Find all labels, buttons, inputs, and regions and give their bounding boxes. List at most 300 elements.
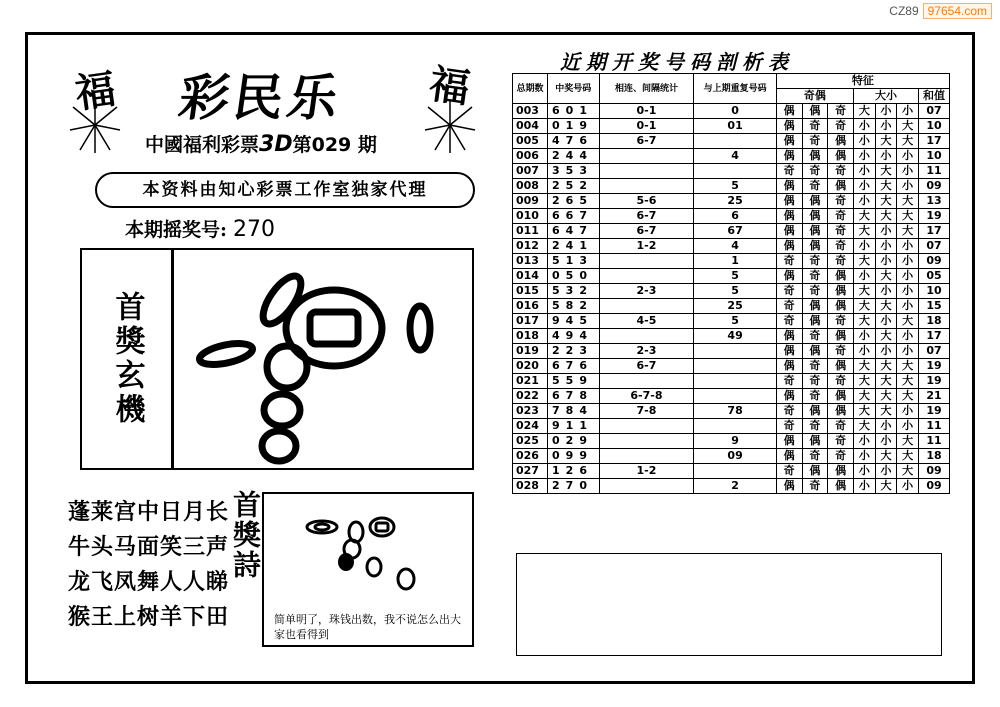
cell-odd-even: 奇 bbox=[776, 284, 802, 299]
cell-big-small: 小 bbox=[897, 284, 919, 299]
cell-big-small: 小 bbox=[854, 134, 876, 149]
cell-odd-even: 奇 bbox=[776, 464, 802, 479]
cell-sum: 07 bbox=[918, 239, 949, 254]
table-row bbox=[513, 149, 950, 164]
cell-big-small: 小 bbox=[875, 239, 897, 254]
cell-adjacent: 0-1 bbox=[599, 104, 694, 119]
cell-big-small: 小 bbox=[875, 284, 897, 299]
cell-repeat: 78 bbox=[694, 404, 776, 419]
table-row bbox=[513, 254, 950, 269]
cell-adjacent: 6-7-8 bbox=[599, 389, 694, 404]
cell-issue: 004 bbox=[513, 119, 548, 134]
cell-odd-even: 偶 bbox=[776, 209, 802, 224]
cell-adjacent: 2-3 bbox=[599, 284, 694, 299]
cell-big-small: 小 bbox=[875, 464, 897, 479]
cell-big-small: 小 bbox=[854, 119, 876, 134]
header-sum: 和值 bbox=[918, 89, 949, 104]
cell-issue: 019 bbox=[513, 344, 548, 359]
cell-sum: 07 bbox=[918, 104, 949, 119]
table-title: 近期开奖号码剖析表 bbox=[560, 50, 794, 74]
table-row bbox=[513, 374, 950, 389]
cell-big-small: 大 bbox=[897, 134, 919, 149]
cell-number: 476 bbox=[548, 134, 600, 149]
hint-bead-5 bbox=[367, 558, 381, 576]
cell-big-small: 小 bbox=[897, 254, 919, 269]
cell-odd-even: 奇 bbox=[776, 299, 802, 314]
cell-big-small: 小 bbox=[875, 119, 897, 134]
table-row bbox=[513, 164, 950, 179]
cell-repeat bbox=[694, 389, 776, 404]
cell-odd-even: 偶 bbox=[776, 194, 802, 209]
cell-adjacent bbox=[599, 269, 694, 284]
analysis-table bbox=[512, 73, 950, 494]
cell-big-small: 小 bbox=[897, 299, 919, 314]
cell-odd-even: 偶 bbox=[776, 389, 802, 404]
hint-text: 简单明了，珠钱出数，我不说怎么出大家也看得到 bbox=[274, 613, 461, 641]
cell-number: 241 bbox=[548, 239, 600, 254]
cell-repeat: 25 bbox=[694, 194, 776, 209]
cell-adjacent: 2-3 bbox=[599, 344, 694, 359]
cell-odd-even: 偶 bbox=[802, 194, 828, 209]
cell-odd-even: 奇 bbox=[828, 434, 854, 449]
cell-sum: 11 bbox=[918, 434, 949, 449]
cell-issue: 027 bbox=[513, 464, 548, 479]
table-row bbox=[513, 314, 950, 329]
hint-coin-left-inner bbox=[315, 524, 329, 530]
cell-sum: 15 bbox=[918, 299, 949, 314]
cell-number: 559 bbox=[548, 374, 600, 389]
cell-number: 601 bbox=[548, 104, 600, 119]
cell-odd-even: 偶 bbox=[828, 359, 854, 374]
puzzle-drawing bbox=[174, 250, 472, 468]
hint-drawing bbox=[264, 494, 472, 614]
cell-sum: 13 bbox=[918, 194, 949, 209]
cell-odd-even: 奇 bbox=[828, 254, 854, 269]
header-big-small: 大小 bbox=[854, 89, 919, 104]
cell-big-small: 小 bbox=[875, 419, 897, 434]
header-features: 特征 bbox=[776, 74, 949, 89]
cell-adjacent: 6-7 bbox=[599, 209, 694, 224]
table-row bbox=[513, 464, 950, 479]
cell-big-small: 小 bbox=[897, 419, 919, 434]
cell-big-small: 大 bbox=[875, 479, 897, 494]
cell-issue: 017 bbox=[513, 314, 548, 329]
fu-char-right: 福 bbox=[426, 60, 473, 113]
cell-big-small: 大 bbox=[875, 374, 897, 389]
table-row bbox=[513, 419, 950, 434]
cell-odd-even: 奇 bbox=[776, 254, 802, 269]
cell-odd-even: 偶 bbox=[802, 404, 828, 419]
cell-odd-even: 奇 bbox=[828, 314, 854, 329]
fu-char-left: 福 bbox=[72, 65, 119, 118]
cell-big-small: 大 bbox=[875, 134, 897, 149]
puzzle-bead-right bbox=[410, 306, 430, 350]
poem-line: 蓬莱宫中日月长 bbox=[68, 500, 230, 525]
cell-odd-even: 奇 bbox=[802, 374, 828, 389]
puzzle-title-cell bbox=[82, 250, 174, 468]
cell-odd-even: 偶 bbox=[828, 299, 854, 314]
cell-sum: 18 bbox=[918, 449, 949, 464]
cell-sum: 17 bbox=[918, 224, 949, 239]
cell-big-small: 小 bbox=[875, 104, 897, 119]
cell-number: 270 bbox=[548, 479, 600, 494]
puzzle-bead-left bbox=[198, 340, 255, 369]
cell-big-small: 小 bbox=[897, 479, 919, 494]
table-row bbox=[513, 479, 950, 494]
cell-repeat: 09 bbox=[694, 449, 776, 464]
cell-issue: 009 bbox=[513, 194, 548, 209]
table-row bbox=[513, 104, 950, 119]
cell-adjacent: 6-7 bbox=[599, 359, 694, 374]
cell-sum: 10 bbox=[918, 284, 949, 299]
cell-big-small: 大 bbox=[897, 359, 919, 374]
cell-big-small: 大 bbox=[854, 359, 876, 374]
cell-big-small: 大 bbox=[875, 299, 897, 314]
puzzle-bead-low1 bbox=[264, 394, 300, 426]
cell-odd-even: 奇 bbox=[828, 419, 854, 434]
cell-number: 353 bbox=[548, 164, 600, 179]
cell-number: 126 bbox=[548, 464, 600, 479]
cell-odd-even: 偶 bbox=[802, 464, 828, 479]
cell-repeat: 2 bbox=[694, 479, 776, 494]
cell-sum: 09 bbox=[918, 464, 949, 479]
cell-big-small: 小 bbox=[875, 224, 897, 239]
cell-big-small: 大 bbox=[854, 284, 876, 299]
cell-odd-even: 偶 bbox=[828, 269, 854, 284]
cell-adjacent: 6-7 bbox=[599, 134, 694, 149]
cell-big-small: 小 bbox=[897, 149, 919, 164]
cell-odd-even: 奇 bbox=[828, 374, 854, 389]
cell-odd-even: 奇 bbox=[802, 419, 828, 434]
cell-big-small: 小 bbox=[854, 194, 876, 209]
cell-big-small: 大 bbox=[875, 269, 897, 284]
cell-odd-even: 偶 bbox=[802, 239, 828, 254]
cell-odd-even: 偶 bbox=[828, 134, 854, 149]
cell-odd-even: 奇 bbox=[802, 254, 828, 269]
cell-adjacent bbox=[599, 479, 694, 494]
cell-adjacent bbox=[599, 149, 694, 164]
table-row bbox=[513, 224, 950, 239]
cell-big-small: 小 bbox=[854, 164, 876, 179]
cell-issue: 014 bbox=[513, 269, 548, 284]
hint-coin-right-hole bbox=[376, 523, 388, 531]
cell-issue: 018 bbox=[513, 329, 548, 344]
cell-repeat: 0 bbox=[694, 104, 776, 119]
cell-number: 494 bbox=[548, 329, 600, 344]
cell-odd-even: 偶 bbox=[828, 329, 854, 344]
cell-odd-even: 偶 bbox=[828, 149, 854, 164]
cell-repeat: 5 bbox=[694, 179, 776, 194]
cell-issue: 022 bbox=[513, 389, 548, 404]
cell-big-small: 大 bbox=[897, 449, 919, 464]
cell-repeat bbox=[694, 134, 776, 149]
hint-box bbox=[262, 492, 474, 647]
cell-adjacent bbox=[599, 254, 694, 269]
table-row bbox=[513, 299, 950, 314]
cell-repeat: 6 bbox=[694, 209, 776, 224]
cell-issue: 008 bbox=[513, 179, 548, 194]
cell-odd-even: 偶 bbox=[776, 434, 802, 449]
cell-big-small: 大 bbox=[897, 374, 919, 389]
cell-sum: 11 bbox=[918, 419, 949, 434]
cell-sum: 19 bbox=[918, 404, 949, 419]
cell-big-small: 大 bbox=[854, 254, 876, 269]
agent-banner: 本资料由知心彩票工作室独家代理 bbox=[95, 172, 475, 208]
table-row bbox=[513, 359, 950, 374]
cell-odd-even: 奇 bbox=[828, 224, 854, 239]
cell-big-small: 小 bbox=[854, 329, 876, 344]
cell-big-small: 大 bbox=[897, 314, 919, 329]
cell-adjacent: 1-2 bbox=[599, 239, 694, 254]
cell-repeat: 9 bbox=[694, 434, 776, 449]
cell-adjacent bbox=[599, 434, 694, 449]
table-row bbox=[513, 269, 950, 284]
cell-sum: 19 bbox=[918, 209, 949, 224]
cell-odd-even: 偶 bbox=[776, 134, 802, 149]
cell-sum: 19 bbox=[918, 374, 949, 389]
cell-sum: 10 bbox=[918, 119, 949, 134]
cell-issue: 006 bbox=[513, 149, 548, 164]
cell-big-small: 小 bbox=[897, 404, 919, 419]
table-row bbox=[513, 434, 950, 449]
puzzle-box bbox=[80, 248, 474, 470]
cell-issue: 026 bbox=[513, 449, 548, 464]
header-adjacent: 相连、间隔统计 bbox=[599, 74, 694, 104]
cell-big-small: 大 bbox=[875, 389, 897, 404]
cell-issue: 020 bbox=[513, 359, 548, 374]
cell-odd-even: 奇 bbox=[802, 359, 828, 374]
cell-repeat bbox=[694, 359, 776, 374]
cell-sum: 09 bbox=[918, 179, 949, 194]
cell-big-small: 大 bbox=[875, 404, 897, 419]
poem-line: 牛头马面笑三声 bbox=[68, 535, 230, 560]
header-issue: 总期数 bbox=[513, 74, 548, 104]
cell-odd-even: 奇 bbox=[828, 119, 854, 134]
cell-number: 223 bbox=[548, 344, 600, 359]
cell-odd-even: 奇 bbox=[776, 374, 802, 389]
cell-number: 532 bbox=[548, 284, 600, 299]
draw-number-row bbox=[125, 215, 275, 242]
cell-odd-even: 偶 bbox=[802, 434, 828, 449]
cell-big-small: 小 bbox=[854, 434, 876, 449]
hint-bead-6 bbox=[398, 569, 414, 589]
cell-odd-even: 奇 bbox=[802, 329, 828, 344]
cell-big-small: 大 bbox=[875, 449, 897, 464]
cell-odd-even: 偶 bbox=[776, 329, 802, 344]
cell-big-small: 大 bbox=[897, 224, 919, 239]
table-row bbox=[513, 404, 950, 419]
cell-big-small: 小 bbox=[875, 314, 897, 329]
cell-big-small: 小 bbox=[854, 344, 876, 359]
cell-big-small: 大 bbox=[897, 464, 919, 479]
cell-issue: 023 bbox=[513, 404, 548, 419]
cell-sum: 07 bbox=[918, 344, 949, 359]
cell-odd-even: 奇 bbox=[802, 134, 828, 149]
cell-repeat bbox=[694, 464, 776, 479]
cell-repeat bbox=[694, 164, 776, 179]
cell-adjacent bbox=[599, 329, 694, 344]
cell-big-small: 大 bbox=[897, 119, 919, 134]
cell-sum: 09 bbox=[918, 479, 949, 494]
cell-odd-even: 奇 bbox=[802, 164, 828, 179]
cell-big-small: 大 bbox=[854, 419, 876, 434]
cell-issue: 010 bbox=[513, 209, 548, 224]
cell-repeat bbox=[694, 344, 776, 359]
cell-sum: 05 bbox=[918, 269, 949, 284]
brand-title: 彩民乐 bbox=[175, 68, 346, 127]
cell-number: 945 bbox=[548, 314, 600, 329]
cell-odd-even: 偶 bbox=[776, 479, 802, 494]
hint-coin-right bbox=[370, 518, 394, 536]
cell-issue: 028 bbox=[513, 479, 548, 494]
table-row bbox=[513, 134, 950, 149]
cell-adjacent: 5-6 bbox=[599, 194, 694, 209]
cell-repeat: 25 bbox=[694, 299, 776, 314]
cell-number: 513 bbox=[548, 254, 600, 269]
cell-issue: 012 bbox=[513, 239, 548, 254]
cell-number: 784 bbox=[548, 404, 600, 419]
cell-odd-even: 奇 bbox=[802, 179, 828, 194]
cell-odd-even: 偶 bbox=[802, 149, 828, 164]
cell-number: 029 bbox=[548, 434, 600, 449]
cell-big-small: 小 bbox=[897, 344, 919, 359]
cell-odd-even: 奇 bbox=[776, 419, 802, 434]
cell-issue: 013 bbox=[513, 254, 548, 269]
cell-adjacent: 4-5 bbox=[599, 314, 694, 329]
cell-big-small: 小 bbox=[897, 269, 919, 284]
cell-sum: 09 bbox=[918, 254, 949, 269]
cell-big-small: 小 bbox=[897, 329, 919, 344]
cell-number: 050 bbox=[548, 269, 600, 284]
cell-big-small: 小 bbox=[897, 239, 919, 254]
cell-big-small: 小 bbox=[875, 149, 897, 164]
watermark-prefix: CZ89 bbox=[889, 4, 919, 18]
cell-odd-even: 偶 bbox=[776, 104, 802, 119]
cell-number: 678 bbox=[548, 389, 600, 404]
cell-big-small: 大 bbox=[875, 194, 897, 209]
cell-number: 667 bbox=[548, 209, 600, 224]
cell-big-small: 大 bbox=[875, 179, 897, 194]
cell-sum: 11 bbox=[918, 164, 949, 179]
cell-adjacent: 7-8 bbox=[599, 404, 694, 419]
cell-adjacent bbox=[599, 449, 694, 464]
cell-big-small: 大 bbox=[854, 209, 876, 224]
cell-number: 099 bbox=[548, 449, 600, 464]
cell-repeat bbox=[694, 419, 776, 434]
cell-repeat: 4 bbox=[694, 239, 776, 254]
poem-title: 首獎詩 bbox=[229, 490, 262, 580]
draw-number-value: 270 bbox=[233, 217, 276, 242]
cell-adjacent bbox=[599, 374, 694, 389]
cell-big-small: 小 bbox=[854, 239, 876, 254]
cell-odd-even: 奇 bbox=[828, 449, 854, 464]
poem-line: 龙飞凤舞人人睇 bbox=[68, 570, 230, 595]
cell-odd-even: 奇 bbox=[828, 344, 854, 359]
cell-number: 019 bbox=[548, 119, 600, 134]
poem-line: 猴王上树羊下田 bbox=[68, 605, 230, 630]
cell-issue: 021 bbox=[513, 374, 548, 389]
cell-odd-even: 奇 bbox=[802, 449, 828, 464]
cell-number: 265 bbox=[548, 194, 600, 209]
cell-odd-even: 偶 bbox=[776, 179, 802, 194]
cell-big-small: 大 bbox=[854, 314, 876, 329]
cell-issue: 007 bbox=[513, 164, 548, 179]
cell-adjacent: 1-2 bbox=[599, 464, 694, 479]
cell-big-small: 大 bbox=[854, 104, 876, 119]
cell-adjacent bbox=[599, 419, 694, 434]
cell-odd-even: 偶 bbox=[828, 284, 854, 299]
cell-big-small: 小 bbox=[854, 149, 876, 164]
cell-odd-even: 偶 bbox=[802, 209, 828, 224]
puzzle-bead-mid bbox=[267, 346, 307, 388]
cell-odd-even: 偶 bbox=[802, 104, 828, 119]
cell-adjacent bbox=[599, 299, 694, 314]
cell-big-small: 大 bbox=[875, 209, 897, 224]
cell-odd-even: 奇 bbox=[802, 269, 828, 284]
header-number: 中奖号码 bbox=[548, 74, 600, 104]
cell-big-small: 大 bbox=[854, 374, 876, 389]
cell-odd-even: 偶 bbox=[828, 179, 854, 194]
draw-number-label: 本期摇奖号: bbox=[125, 219, 228, 241]
cell-issue: 015 bbox=[513, 284, 548, 299]
cell-odd-even: 偶 bbox=[802, 344, 828, 359]
cell-repeat: 01 bbox=[694, 119, 776, 134]
cell-odd-even: 偶 bbox=[776, 269, 802, 284]
puzzle-coin-hole bbox=[310, 312, 358, 344]
cell-big-small: 大 bbox=[897, 389, 919, 404]
table-row bbox=[513, 209, 950, 224]
table-row bbox=[513, 449, 950, 464]
cell-odd-even: 奇 bbox=[828, 194, 854, 209]
cell-odd-even: 奇 bbox=[776, 164, 802, 179]
cell-odd-even: 奇 bbox=[776, 314, 802, 329]
cell-odd-even: 奇 bbox=[802, 479, 828, 494]
issue-number: 第029 bbox=[292, 134, 352, 156]
cell-number: 244 bbox=[548, 149, 600, 164]
cell-odd-even: 偶 bbox=[802, 224, 828, 239]
table-body bbox=[513, 104, 950, 494]
cell-number: 676 bbox=[548, 359, 600, 374]
cell-sum: 21 bbox=[918, 389, 949, 404]
cell-big-small: 小 bbox=[897, 164, 919, 179]
cell-issue: 003 bbox=[513, 104, 548, 119]
table-row bbox=[513, 389, 950, 404]
table-row bbox=[513, 194, 950, 209]
cell-odd-even: 偶 bbox=[776, 344, 802, 359]
cell-issue: 025 bbox=[513, 434, 548, 449]
cell-big-small: 大 bbox=[854, 299, 876, 314]
watermark-site[interactable]: 97654.com bbox=[923, 3, 992, 19]
cell-sum: 10 bbox=[918, 149, 949, 164]
table-row bbox=[513, 179, 950, 194]
issue-prefix: 中國福利彩票 bbox=[145, 134, 260, 156]
cell-odd-even: 奇 bbox=[828, 209, 854, 224]
cell-repeat: 5 bbox=[694, 314, 776, 329]
cell-odd-even: 偶 bbox=[828, 404, 854, 419]
cell-big-small: 大 bbox=[897, 434, 919, 449]
firework-right-icon bbox=[420, 95, 480, 155]
cell-repeat: 1 bbox=[694, 254, 776, 269]
hint-bead-3 bbox=[338, 553, 354, 571]
cell-big-small: 小 bbox=[854, 179, 876, 194]
cell-repeat: 5 bbox=[694, 284, 776, 299]
cell-big-small: 小 bbox=[897, 104, 919, 119]
cell-big-small: 大 bbox=[854, 224, 876, 239]
cell-number: 582 bbox=[548, 299, 600, 314]
cell-odd-even: 奇 bbox=[776, 404, 802, 419]
watermark bbox=[889, 4, 992, 18]
cell-odd-even: 偶 bbox=[828, 479, 854, 494]
